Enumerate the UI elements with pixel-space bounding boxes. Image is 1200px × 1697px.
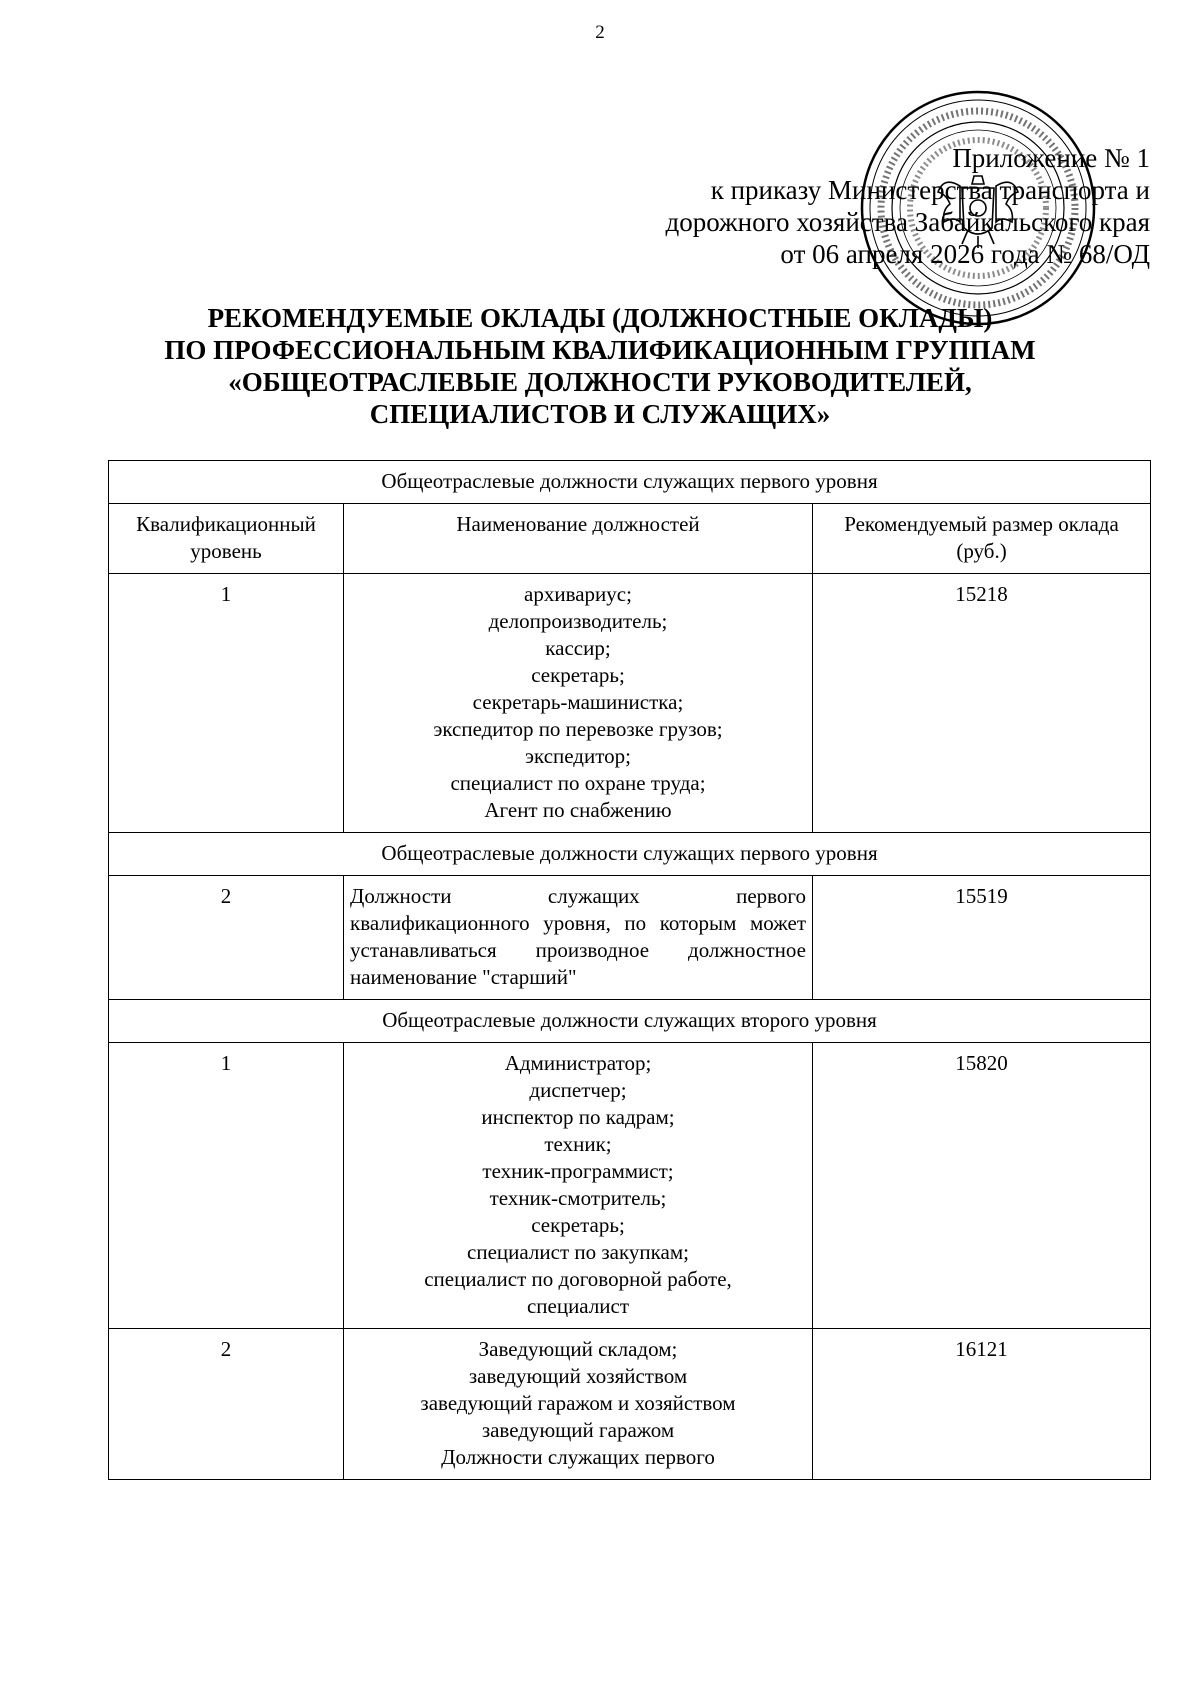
header-positions: Наименование должностей: [344, 504, 813, 574]
appendix-ministry: дорожного хозяйства Забайкальского края: [665, 207, 1150, 237]
group-title: Общеотраслевые должности служащих первого уровня: [109, 833, 1151, 876]
position-item: кассир;: [545, 636, 611, 660]
salary-cell: 15820: [813, 1043, 1151, 1329]
appendix-order-ref: к приказу Министерства транспорта и: [710, 175, 1150, 205]
level-cell: 2: [109, 876, 344, 1000]
position-item: заведующий хозяйством: [468, 1364, 688, 1388]
position-item: делопроизводитель;: [488, 609, 668, 633]
salary-table: [108, 460, 1151, 1480]
position-item: архивариус;: [524, 582, 632, 606]
table-header-row: [109, 504, 1151, 574]
group-title: Общеотраслевые должности служащих второго уровня: [109, 1000, 1151, 1043]
position-item: Администратор;: [504, 1051, 652, 1075]
position-item: инспектор по кадрам;: [481, 1105, 675, 1129]
positions-cell: Должности служащих первого квалификационного уровня, по которым может устанавливаться производное должностное наименование "старший": [344, 876, 813, 1000]
positions-cell: [344, 1329, 813, 1480]
table-row: [109, 1329, 1151, 1480]
level-cell: 2: [109, 1329, 344, 1480]
title-line: СПЕЦИАЛИСТОВ И СЛУЖАЩИХ»: [369, 399, 831, 429]
position-item: техник-программист;: [482, 1159, 674, 1183]
position-item: заведующий гаражом: [481, 1418, 675, 1442]
title-line: РЕКОМЕНДУЕМЫЕ ОКЛАДЫ (ДОЛЖНОСТНЫЕ ОКЛАДЫ): [207, 303, 993, 333]
salary-cell: 15519: [813, 876, 1151, 1000]
group-header-row: [109, 1000, 1151, 1043]
level-cell: 1: [109, 1043, 344, 1329]
position-item: Заведующий складом;: [478, 1337, 678, 1361]
table-row: [109, 574, 1151, 833]
position-item: экспедитор по перевозке грузов;: [433, 717, 723, 741]
appendix-date: от 06 апреля 2026 года № 68/ОД: [780, 239, 1150, 269]
position-item: специалист по договорной работе,: [424, 1267, 732, 1291]
title-line: «ОБЩЕОТРАСЛЕВЫЕ ДОЛЖНОСТИ РУКОВОДИТЕЛЕЙ,: [228, 367, 972, 397]
positions-cell: [344, 574, 813, 833]
position-item: секретарь;: [531, 663, 625, 687]
group-header-row: [109, 833, 1151, 876]
position-item: техник-смотритель;: [489, 1186, 667, 1210]
table-row: [109, 1043, 1151, 1329]
position-item: секретарь-машинистка;: [472, 690, 684, 714]
title-line: ПО ПРОФЕССИОНАЛЬНЫМ КВАЛИФИКАЦИОННЫМ ГРУППАМ: [164, 335, 1036, 365]
position-item: Агент по снабжению: [484, 798, 672, 822]
position-item: специалист: [526, 1294, 630, 1318]
appendix-block: [665, 142, 1150, 270]
level-cell: 1: [109, 574, 344, 833]
document-title: [0, 302, 1200, 430]
page-number: 2: [595, 22, 605, 43]
position-item: специалист по охране труда;: [450, 771, 706, 795]
position-item: секретарь;: [531, 1213, 625, 1237]
appendix-number: Приложение № 1: [952, 143, 1150, 173]
position-item: специалист по закупкам;: [467, 1240, 689, 1264]
position-item: диспетчер;: [529, 1078, 627, 1102]
salary-cell: 15218: [813, 574, 1151, 833]
header-salary: Рекомендуемый размер оклада (руб.): [813, 504, 1151, 574]
position-item: Должности служащих первого: [441, 1445, 715, 1469]
position-item: техник;: [544, 1132, 612, 1156]
position-item: заведующий гаражом и хозяйством: [420, 1391, 736, 1415]
salary-cell: 16121: [813, 1329, 1151, 1480]
header-level: Квалификационный уровень: [109, 504, 344, 574]
position-item: экспедитор;: [525, 744, 631, 768]
group-title: Общеотраслевые должности служащих первого уровня: [109, 461, 1151, 504]
table-row: [109, 876, 1151, 1000]
positions-cell: [344, 1043, 813, 1329]
group-header-row: [109, 461, 1151, 504]
